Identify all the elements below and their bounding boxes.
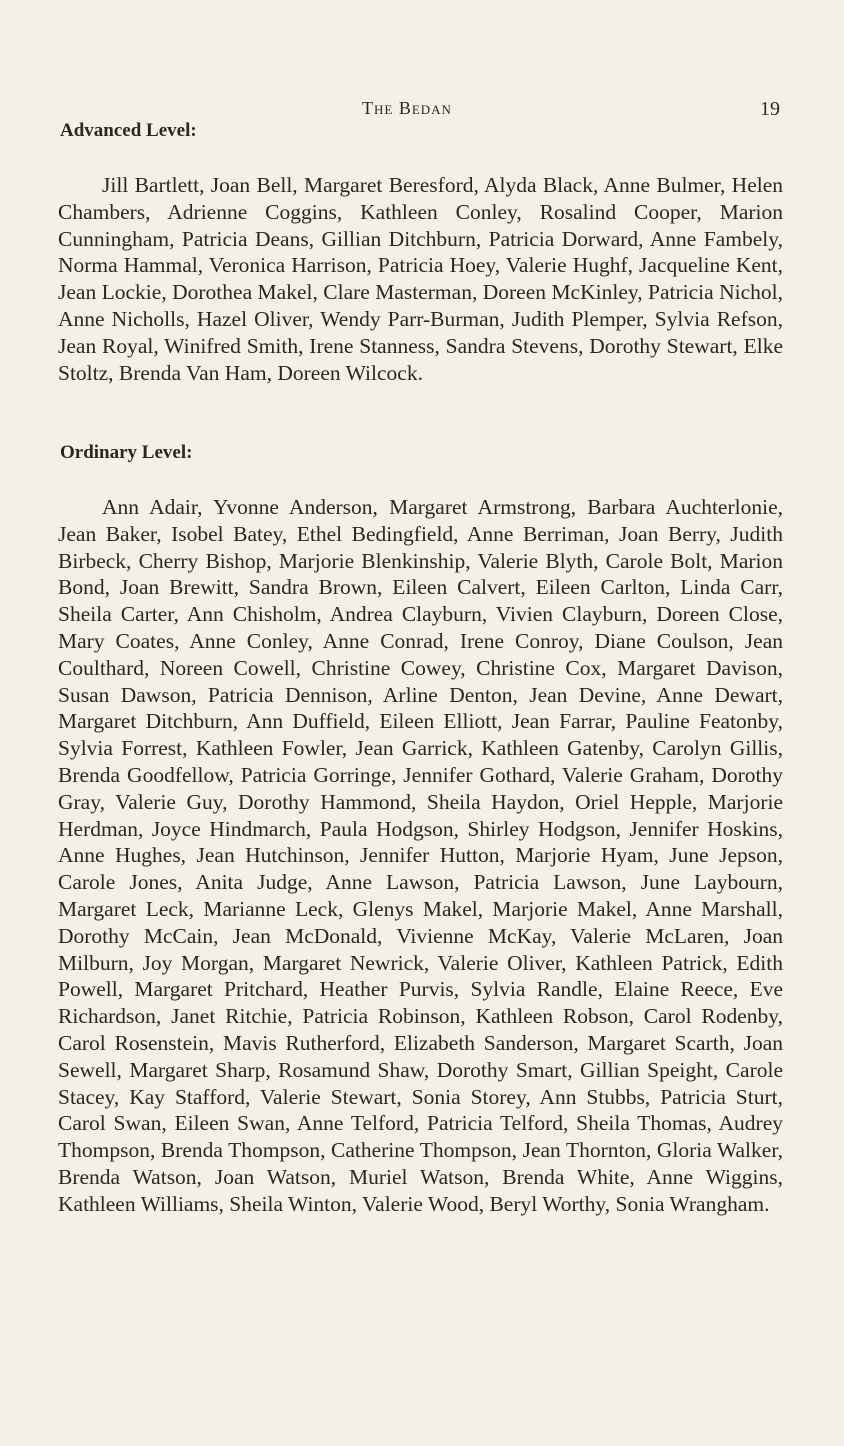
section-heading-ordinary-level: Ordinary Level: bbox=[60, 442, 193, 463]
ordinary-level-names: Ann Adair, Yvonne Anderson, Margaret Armstrong, Barbara Auchterlonie, Jean Baker, Isobel Batey, Ethel Bedingfield, Anne Berriman, Joan Berry, Judith Birbeck, Cherry Bishop, Marjorie Blenkinship, Valerie Blyth, Carole Bolt, Marion Bond, Joan Brewitt, Sandra Brown, Eileen Calvert, Eileen Carlton, Linda Carr, Sheila Carter, Ann Chisholm, Andrea Clayburn, Vivien Clayburn, Doreen Close, Mary Coates, Anne Conley, Anne Conrad, Irene Conroy, Diane Coulson, Jean Coulthard, Noreen Cowell, Christine Cowey, Christine Cox, Margaret Davison, Susan Dawson, Patricia Dennison, Arline Denton, Jean Devine, Anne Dewart, Margaret Ditchburn, Ann Duffield, Eileen Elliott, Jean Farrar, Pauline Featonby, Sylvia Forrest, Kathleen Fowler, Jean Garrick, Kathleen Gatenby, Carolyn Gillis, Brenda Goodfellow, Patricia Gorringe, Jennifer Gothard, Valerie Graham, Dorothy Gray, Valerie Guy, Dorothy Hammond, Sheila Haydon, Oriel Hepple, Marjorie Herdman, Joyce Hindmarch, Paula Hodgson, Shirley Hodgson, Jennifer Hoskins, Anne Hughes, Jean Hutchinson, Jennifer Hutton, Marjorie Hyam, June Jepson, Carole Jones, Anita Judge, Anne Lawson, Patricia Lawson, June Laybourn, Margaret Leck, Marianne Leck, Glenys Makel, Marjorie Makel, Anne Marshall, Dorothy McCain, Jean McDonald, Vivienne McKay, Valerie McLaren, Joan Milburn, Joy Morgan, Margaret Newrick, Valerie Oliver, Kathleen Patrick, Edith Powell, Margaret Pritchard, Heather Purvis, Sylvia Randle, Elaine Reece, Eve Richardson, Janet Ritchie, Patricia Robinson, Kathleen Robson, Carol Rodenby, Carol Rosenstein, Mavis Rutherford, Elizabeth Sanderson, Margaret Scarth, Joan Sewell, Margaret Sharp, Rosamund Shaw, Dorothy Smart, Gillian Speight, Carole Stacey, Kay Stafford, Valerie Stewart, Sonia Storey, Ann Stubbs, Patricia Sturt, Carol Swan, Eileen Swan, Anne Telford, Patricia Telford, Sheila Thomas, Audrey Thompson, Brenda Thompson, Catherine Thompson, Jean Thornton, Gloria Walker, Brenda Watson, Joan Watson, Muriel Watson, Brenda White, Anne Wiggins, Kathleen Williams, Sheila Winton, Valerie Wood, Beryl Worthy, Sonia Wrangham. bbox=[58, 495, 783, 1216]
running-title: The Bedan bbox=[362, 98, 452, 118]
section-heading-advanced-level: Advanced Level: bbox=[60, 120, 197, 141]
advanced-level-names: Jill Bartlett, Joan Bell, Margaret Beresford, Alyda Black, Anne Bulmer, Helen Chambers, Adrienne Coggins, Kathleen Conley, Rosalind Cooper, Marion Cunningham, Patricia Deans, Gillian Ditchburn, Patricia Dorward, Anne Fambely, Norma Hammal, Veronica Harrison, Patricia Hoey, Valerie Hughf, Jacqueline Kent, Jean Lockie, Dorothea Makel, Clare Masterman, Doreen McKinley, Patricia Nichol, Anne Nicholls, Hazel Oliver, Wendy Parr-Burman, Judith Plemper, Sylvia Refson, Jean Royal, Winifred Smith, Irene Stanness, Sandra Stevens, Dorothy Stewart, Elke Stoltz, Brenda Van Ham, Doreen Wilcock. bbox=[58, 173, 783, 385]
page-number: 19 bbox=[760, 98, 780, 120]
